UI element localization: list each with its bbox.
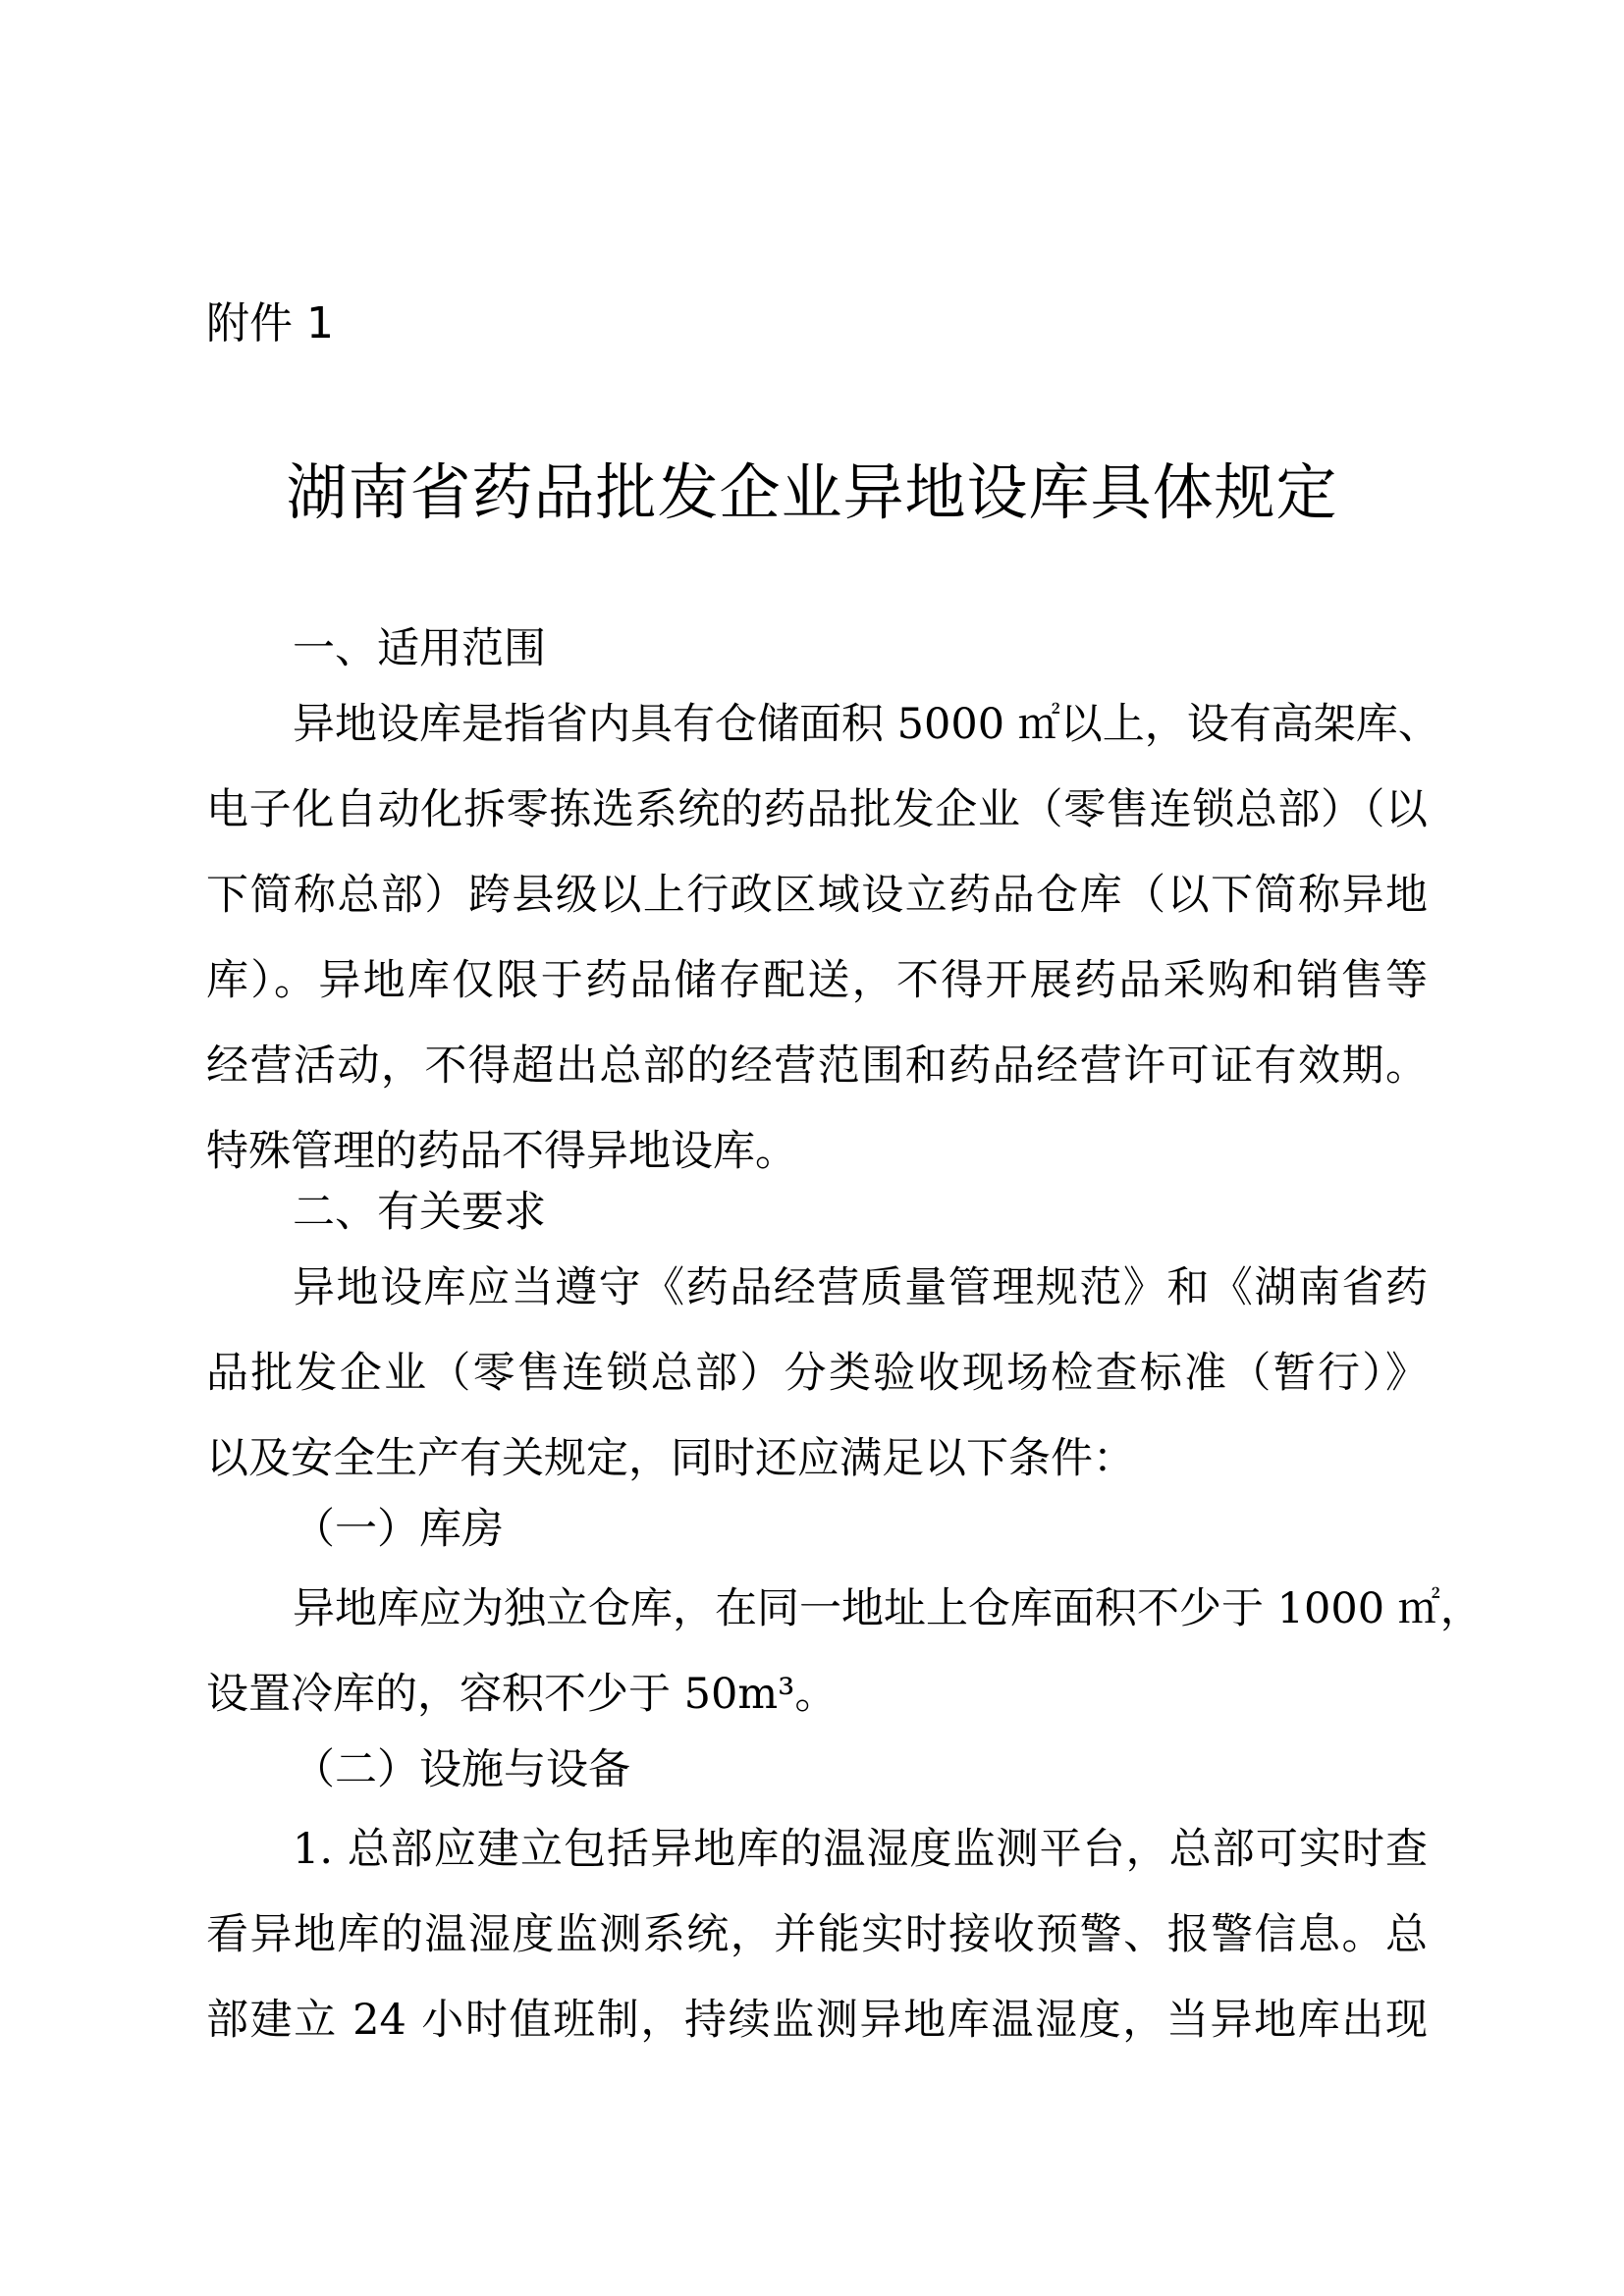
paragraph-line: 品批发企业（零售连锁总部）分类验收现场检查标准（暂行）》 [206, 1349, 1428, 1398]
paragraph-line: 1. 总部应建立包括异地库的温湿度监测平台，总部可实时查 [293, 1825, 1428, 1874]
subsection-heading-warehouse: （一）库房 [293, 1505, 504, 1554]
paragraph-line: 看异地库的温湿度监测系统，并能实时接收预警、报警信息。总 [206, 1910, 1428, 1959]
paragraph-line: 部建立 24 小时值班制，持续监测异地库温湿度，当异地库出现 [206, 1996, 1428, 2045]
paragraph-line: 设置冷库的，容积不少于 50m³。 [206, 1670, 838, 1719]
subsection-heading-facilities: （二）设施与设备 [293, 1745, 630, 1794]
paragraph-line: 电子化自动化拆零拣选系统的药品批发企业（零售连锁总部）（以 [206, 785, 1428, 834]
attachment-label: 附件 1 [206, 298, 334, 348]
document-title: 湖南省药品批发企业异地设库具体规定 [286, 456, 1338, 528]
paragraph-line: 异地库应为独立仓库，在同一地址上仓库面积不少于 1000 ㎡， [293, 1584, 1483, 1633]
paragraph-line: 特殊管理的药品不得异地设库。 [206, 1127, 797, 1176]
section-heading-requirements: 二、有关要求 [293, 1188, 546, 1237]
paragraph-line: 异地设库应当遵守《药品经营质量管理规范》和《湖南省药 [293, 1263, 1428, 1312]
section-heading-scope: 一、适用范围 [293, 624, 546, 673]
paragraph-line: 异地设库是指省内具有仓储面积 5000 ㎡以上，设有高架库、 [293, 700, 1440, 749]
paragraph-line: 库）。异地库仅限于药品储存配送，不得开展药品采购和销售等 [206, 956, 1428, 1005]
paragraph-line: 下简称总部）跨县级以上行政区域设立药品仓库（以下简称异地 [206, 871, 1428, 920]
paragraph-line: 以及安全生产有关规定，同时还应满足以下条件： [206, 1434, 1135, 1483]
paragraph-line: 经营活动，不得超出总部的经营范围和药品经营许可证有效期。 [206, 1041, 1428, 1091]
